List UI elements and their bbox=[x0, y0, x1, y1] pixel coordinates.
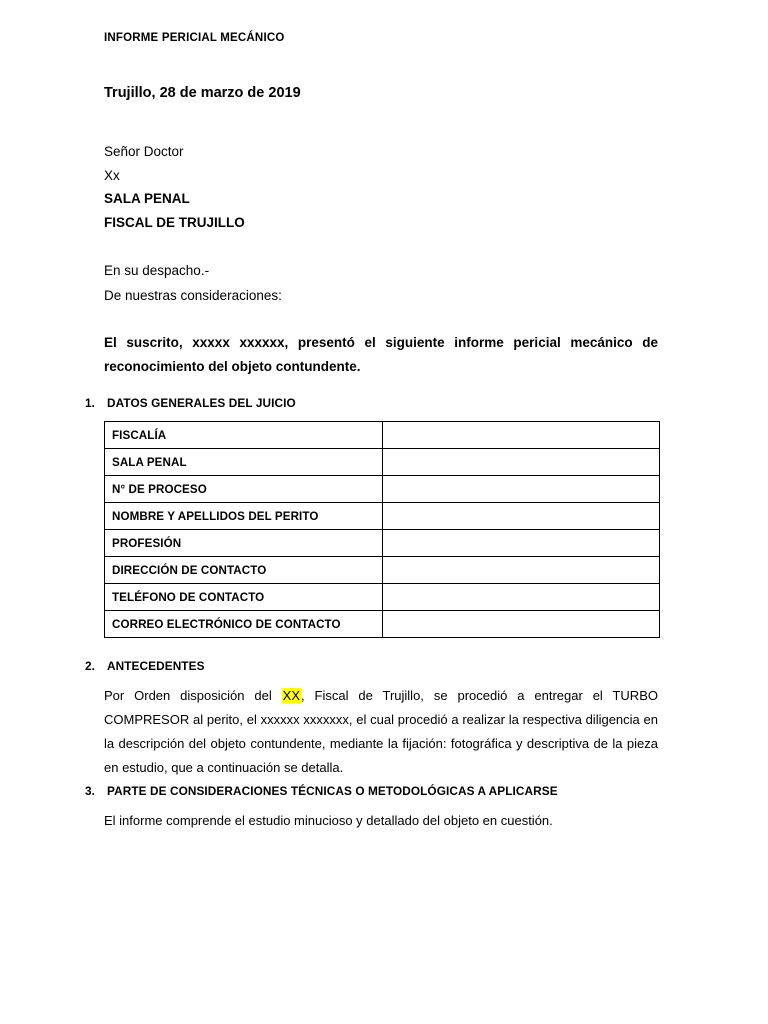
table-row-label: SALA PENAL bbox=[105, 449, 383, 476]
table-row-label: TELÉFONO DE CONTACTO bbox=[105, 584, 383, 611]
addressee-block bbox=[104, 140, 245, 234]
table-row-value[interactable] bbox=[383, 476, 660, 503]
salutation-line-1: En su despacho.- bbox=[104, 263, 210, 278]
table-row-label: DIRECCIÓN DE CONTACTO bbox=[105, 557, 383, 584]
table-row-value[interactable] bbox=[383, 503, 660, 530]
table-body bbox=[105, 422, 660, 638]
antecedentes-paragraph bbox=[104, 684, 658, 780]
table-row bbox=[105, 476, 660, 503]
highlighted-xx-text: XX bbox=[282, 688, 300, 703]
document-header-title: INFORME PERICIAL MECÁNICO bbox=[104, 32, 285, 44]
section-heading-3 bbox=[85, 784, 558, 798]
section-2-number: 2. bbox=[85, 659, 96, 673]
table-row bbox=[105, 557, 660, 584]
antecedentes-text-before: Por Orden disposición del bbox=[104, 688, 282, 703]
section-heading-2 bbox=[85, 659, 205, 673]
table-row-value[interactable] bbox=[383, 530, 660, 557]
intro-paragraph: El suscrito, xxxxx xxxxxx, presentó el siguiente informe pericial mecánico de reconocimiento del objeto contundente. bbox=[104, 335, 658, 374]
table-row bbox=[105, 422, 660, 449]
table-row-label: FISCALÍA bbox=[105, 422, 383, 449]
table-row-value[interactable] bbox=[383, 611, 660, 638]
section-3-title: PARTE DE CONSIDERACIONES TÉCNICAS O METODOLÓGICAS A APLICARSE bbox=[107, 784, 558, 798]
table-row-label: N° DE PROCESO bbox=[105, 476, 383, 503]
table-row bbox=[105, 530, 660, 557]
section-1-number: 1. bbox=[85, 396, 96, 410]
table-row bbox=[105, 584, 660, 611]
table-row-label: PROFESIÓN bbox=[105, 530, 383, 557]
antecedentes-text-after: , Fiscal de Trujillo, se procedió a entregar el TURBO COMPRESOR al perito, el xxxxxx xxxxxxx, el cual procedió a realizar la respectiva diligencia en la descripción del objeto contundente, mediante la fijación: fotográfica y descriptiva de la pieza en estudio, que a continuación se detalla. bbox=[104, 688, 658, 775]
consideraciones-paragraph: El informe comprende el estudio minucioso y detallado del objeto en cuestión. bbox=[104, 813, 553, 828]
table-row-value[interactable] bbox=[383, 422, 660, 449]
salutation-line-2: De nuestras consideraciones: bbox=[104, 288, 282, 303]
table-row-value[interactable] bbox=[383, 584, 660, 611]
section-2-title: ANTECEDENTES bbox=[107, 659, 205, 673]
date-line: Trujillo, 28 de marzo de 2019 bbox=[104, 85, 301, 101]
table-row-label: NOMBRE Y APELLIDOS DEL PERITO bbox=[105, 503, 383, 530]
table-row-value[interactable] bbox=[383, 557, 660, 584]
table-row bbox=[105, 449, 660, 476]
section-1-title: DATOS GENERALES DEL JUICIO bbox=[107, 396, 296, 410]
table-row bbox=[105, 611, 660, 638]
addressee-line-2: Xx bbox=[104, 167, 120, 183]
section-heading-1 bbox=[85, 396, 296, 410]
table-row bbox=[105, 503, 660, 530]
table-row-label: CORREO ELECTRÓNICO DE CONTACTO bbox=[105, 611, 383, 638]
table-row-value[interactable] bbox=[383, 449, 660, 476]
section-3-number: 3. bbox=[85, 784, 96, 798]
datos-generales-table bbox=[104, 421, 660, 638]
addressee-line-4: FISCAL DE TRUJILLO bbox=[104, 214, 245, 230]
addressee-line-1: Señor Doctor bbox=[104, 144, 184, 159]
salutation-block bbox=[104, 258, 282, 308]
addressee-line-3: SALA PENAL bbox=[104, 191, 190, 206]
